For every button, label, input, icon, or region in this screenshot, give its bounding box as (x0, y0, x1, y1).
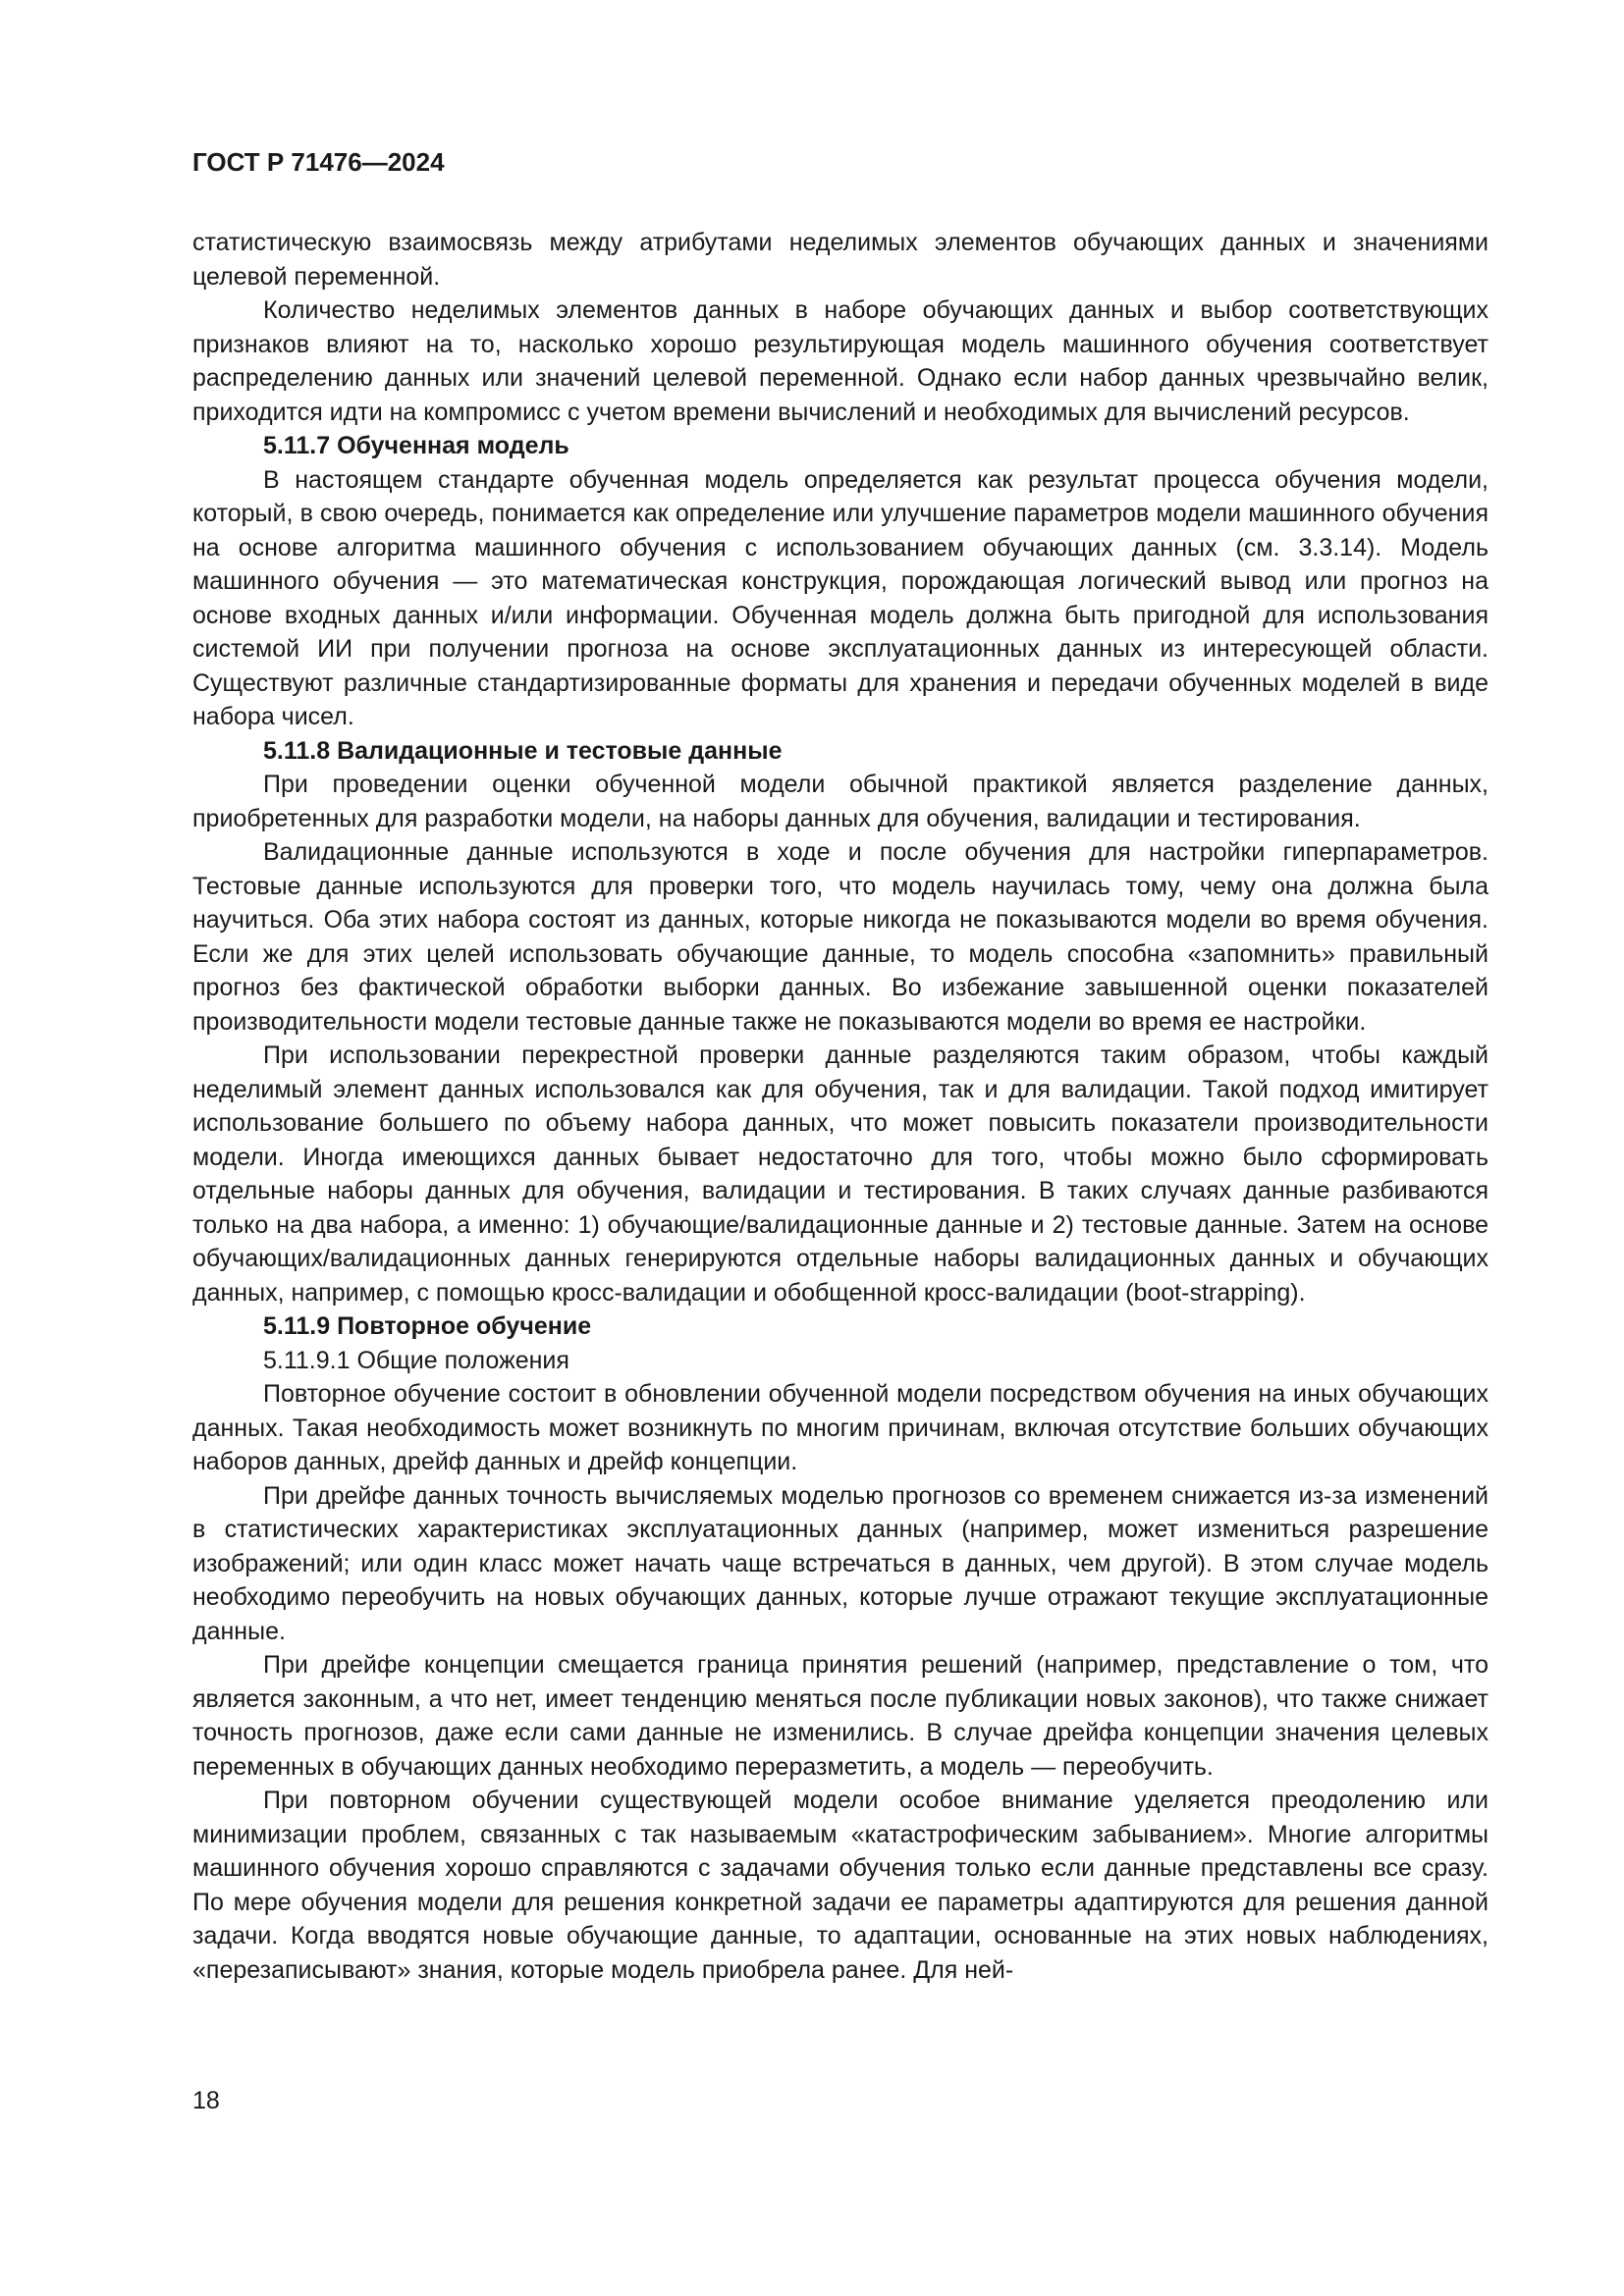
paragraph-catastrophic-forgetting: При повторном обучении существующей модели особое внимание уделяется преодолению или минимизации проблем, связанных с так называемым «катастрофическим забыванием». Многие алгоритмы машинного обучения хорошо справляются с задачами обучения только если данные представлены все сразу. По мере обучения модели для решения конкретной задачи ее параметры адаптируются для решения данной задачи. Когда вводятся новые обучающие данные, то адаптации, основанные на этих новых наблюдениях, «перезаписывают» знания, которые модель приобрела ранее. Для ней- (192, 1787, 1489, 1984)
paragraph-data-split: При проведении оценки обученной модели обычной практикой является разделение данных, приобретенных для разработки модели, на наборы данных для обучения, валидации и тестирования. (192, 771, 1489, 832)
page-number: 18 (192, 2087, 220, 2114)
paragraph-retraining: Повторное обучение состоит в обновлении обученной модели посредством обучения на иных обучающих данных. Такая необходимость может возникнуть по многим причинам, включая отсутствие больших обучающих наборов данных, дрейф данных и дрейф концепции. (192, 1380, 1489, 1475)
paragraph-dataset-size: Количество неделимых элементов данных в наборе обучающих данных и выбор соответствующих признаков влияют на то, насколько хорошо результирующая модель машинного обучения соответствует распределению данных или значений целевой переменной. Однако если набор данных чрезвычайно велик, приходится идти на компромисс с учетом времени вычислений и необходимых для вычислений ресурсов. (192, 296, 1489, 426)
document-header: ГОСТ Р 71476—2024 (192, 147, 445, 177)
paragraph-data-drift: При дрейфе данных точность вычисляемых моделью прогнозов со временем снижается из-за изменений в статистических характеристиках эксплуатационных данных (например, может измениться разрешение изображений; или один класс может начать чаще встречаться в данных, чем другой). В этом случае модель необходимо переобучить на новых обучающих данных, которые лучше отражают текущие эксплуатационные данные. (192, 1481, 1489, 1645)
paragraph-trained-model: В настоящем стандарте обученная модель определяется как результат процесса обучения модели, который, в свою очередь, понимается как определение или улучшение параметров модели машинного обучения на основе алгоритма машинного обучения с использованием обучающих данных (см. 3.3.14). Модель машинного обучения — это математическая конструкция, порождающая логический вывод или прогноз на основе входных данных и/или информации. Обученная модель должна быть пригодной для использования системой ИИ при получении прогноза на основе эксплуатационных данных из интересующей области. Существуют различные стандартизированные форматы для хранения и передачи обученных моделей в виде набора чисел. (192, 465, 1489, 730)
section-heading-5-11-9: 5.11.9 Повторное обучение (263, 1312, 592, 1340)
paragraph-validation-data: Валидационные данные используются в ходе и после обучения для настройки гиперпараметров. Тестовые данные используются для проверки того, что модель научилась тому, чему она должна была научиться. Оба этих набора состоят из данных, которые никогда не показываются модели во время обучения. Если же для этих целей использовать обучающие данные, то модель способна «запомнить» правильный прогноз без фактической обработки выборки данных. Во избежание завышенной оценки показателей производительности модели тестовые данные также не показываются модели во время ее настройки. (192, 838, 1489, 1036)
subsection-heading-5-11-9-1: 5.11.9.1 Общие положения (263, 1346, 569, 1374)
paragraph-concept-drift: При дрейфе концепции смещается граница принятия решений (например, представление о том, что является законным, а что нет, имеет тенденцию меняться после публикации новых законов), что также снижает точность прогнозов, даже если сами данные не изменились. В случае дрейфа концепции значения целевых переменных в обучающих данных необходимо переразметить, а модель — переобучить. (192, 1651, 1489, 1781)
section-heading-5-11-7: 5.11.7 Обученная модель (263, 432, 569, 459)
document-page (192, 145, 1489, 1987)
section-heading-5-11-8: 5.11.8 Валидационные и тестовые данные (263, 736, 783, 765)
paragraph-cross-validation: При использовании перекрестной проверки данные разделяются таким образом, чтобы каждый неделимый элемент данных использовался как для обучения, так и для валидации. Такой подход имитирует использование большего по объему набора данных, что может повысить показатели производительности модели. Иногда имеющихся данных бывает недостаточно для того, чтобы можно было сформировать отдельные наборы данных для обучения, валидации и тестирования. В таких случаях данные разбиваются только на два набора, а именно: 1) обучающие/валидационные данные и 2) тестовые данные. Затем на основе обучающих/валидационных данных генерируются отдельные наборы валидационных данных и обучающих данных, например, с помощью кросс-валидации и обобщенной кросс-валидации (boot-strapping). (192, 1041, 1489, 1307)
paragraph-continuation: статистическую взаимосвязь между атрибутами неделимых элементов обучающих данных и значениями целевой переменной. (192, 229, 1489, 291)
